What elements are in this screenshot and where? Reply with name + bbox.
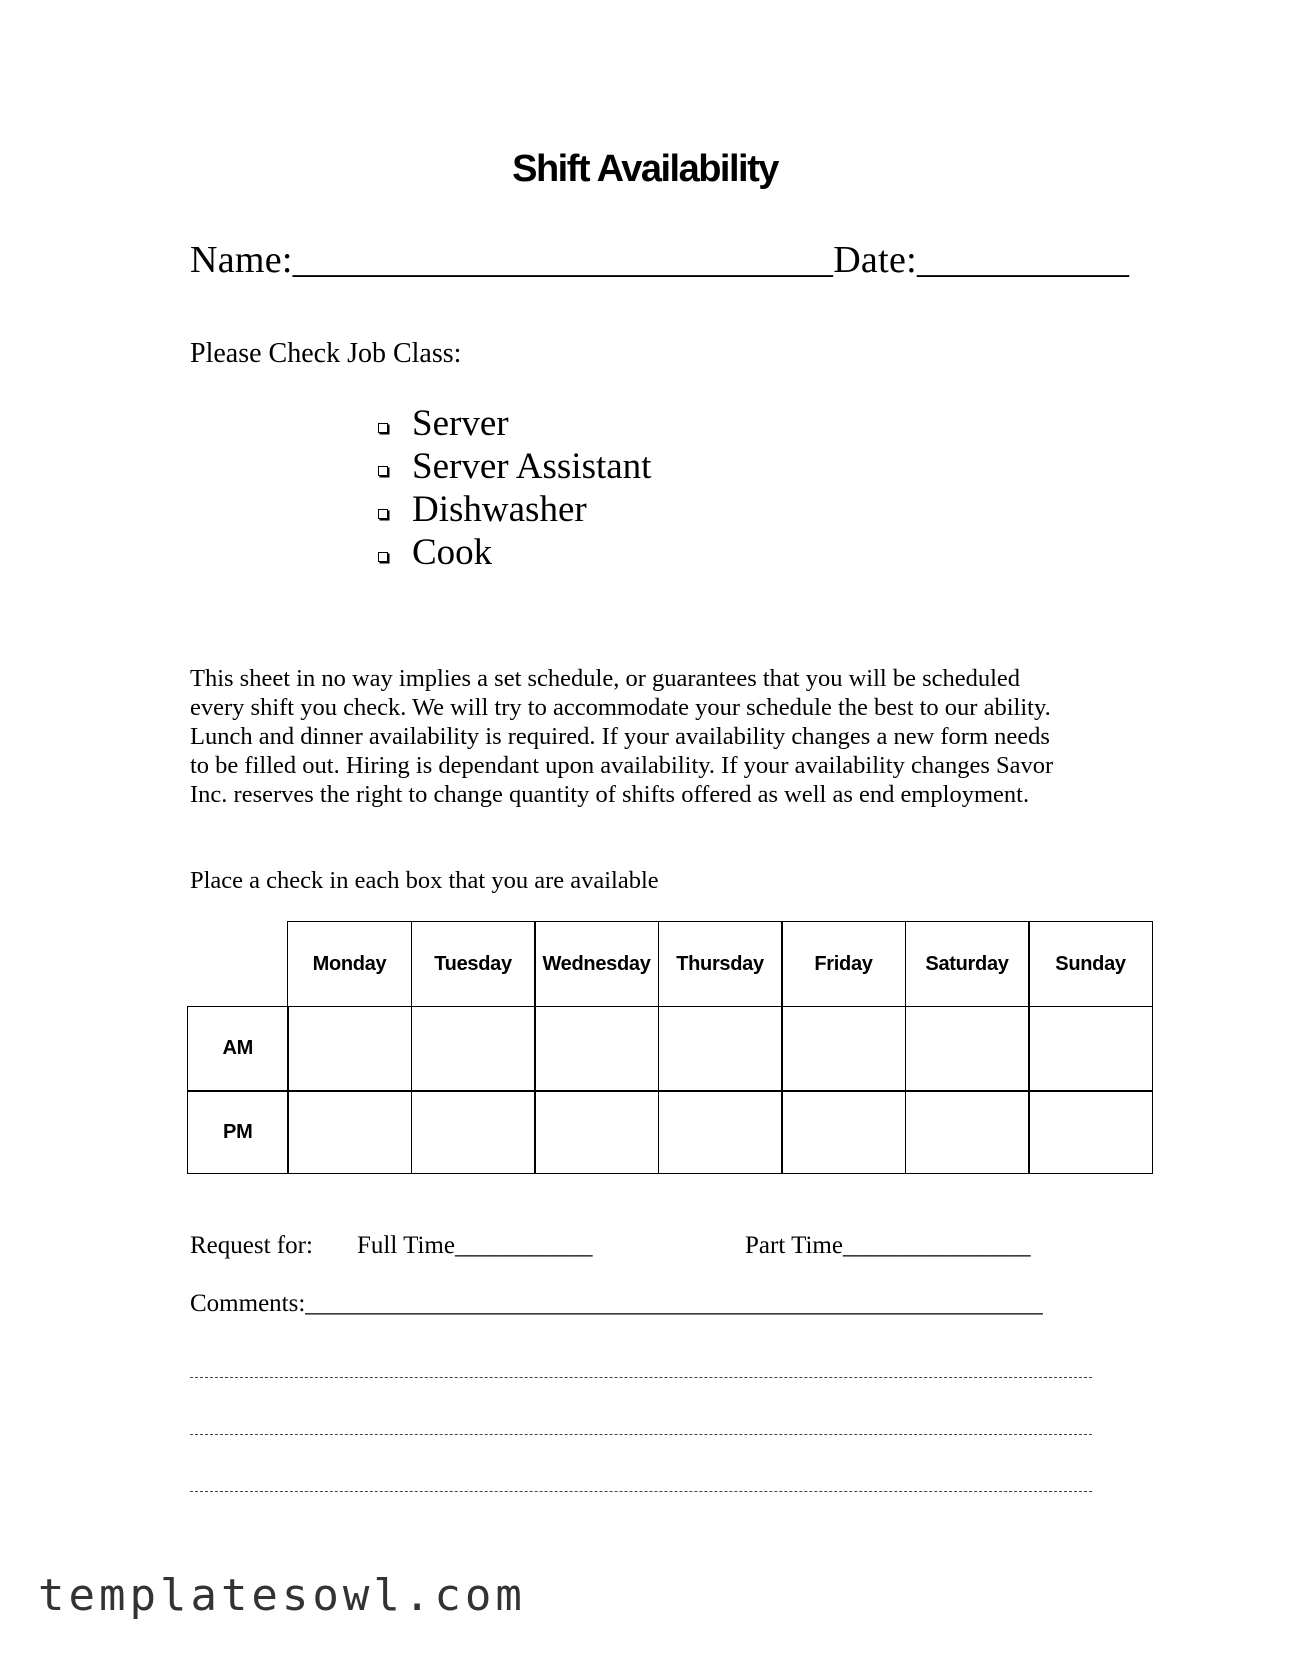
disclaimer-line: Lunch and dinner availability is required. If your availability changes a new form needs [190, 723, 1050, 750]
job-option-cook[interactable] [378, 531, 492, 574]
slot-friday-pm[interactable] [781, 1090, 906, 1174]
availability-table [187, 921, 1153, 1174]
page-title: Shift Availability [512, 148, 778, 190]
comment-line[interactable] [190, 1434, 1092, 1435]
slot-sunday-am[interactable] [1028, 1006, 1153, 1092]
disclaimer-line: Inc. reserves the right to change quantity of shifts offered as well as end employment. [190, 781, 1030, 808]
job-option-dishwasher[interactable] [378, 488, 587, 531]
comment-line[interactable] [190, 1377, 1092, 1378]
watermark-text: templatesowl.com [38, 1570, 526, 1621]
slot-thursday-am[interactable] [658, 1006, 783, 1092]
slot-thursday-pm[interactable] [658, 1090, 783, 1174]
checkbox-icon[interactable] [378, 423, 388, 433]
full-time-field[interactable]: Full Time___________ [357, 1232, 593, 1259]
job-option-server[interactable] [378, 402, 509, 445]
day-header-friday: Friday [781, 921, 906, 1007]
day-header-monday: Monday [287, 921, 412, 1007]
grid-instruction: Place a check in each box that you are available [190, 867, 659, 894]
day-header-sunday: Sunday [1028, 921, 1153, 1007]
checkbox-icon[interactable] [378, 466, 388, 476]
job-option-label: Dishwasher [412, 489, 587, 530]
day-header-thursday: Thursday [658, 921, 783, 1007]
job-option-label: Server [412, 403, 509, 444]
slot-saturday-am[interactable] [905, 1006, 1030, 1092]
slot-wednesday-pm[interactable] [534, 1090, 659, 1174]
slot-wednesday-am[interactable] [534, 1006, 659, 1092]
disclaimer-text [190, 664, 1110, 809]
job-option-label: Cook [412, 532, 493, 573]
slot-friday-am[interactable] [781, 1006, 906, 1092]
part-time-field[interactable]: Part Time_______________ [745, 1232, 1031, 1259]
job-option-label: Server Assistant [412, 446, 652, 487]
disclaimer-line: This sheet in no way implies a set schedule, or guarantees that you will be scheduled [190, 665, 1021, 692]
disclaimer-line: to be filled out. Hiring is dependant upon availability. If your availability changes Savor [190, 752, 1054, 779]
name-date-field[interactable]: Name:____________________________Date:___________ [190, 239, 1130, 281]
slot-tuesday-am[interactable] [411, 1006, 536, 1092]
day-header-saturday: Saturday [905, 921, 1030, 1007]
request-label: Request for: [190, 1232, 313, 1259]
day-header-wednesday: Wednesday [534, 921, 659, 1007]
slot-monday-am[interactable] [287, 1006, 412, 1092]
row-header-pm: PM [187, 1090, 289, 1174]
job-option-server-assistant[interactable] [378, 445, 651, 488]
job-class-prompt: Please Check Job Class: [190, 338, 462, 369]
checkbox-icon[interactable] [378, 552, 388, 562]
comment-line[interactable] [190, 1491, 1092, 1492]
disclaimer-line: every shift you check. We will try to accommodate your schedule the best to our ability. [190, 694, 1051, 721]
slot-tuesday-pm[interactable] [411, 1090, 536, 1174]
slot-sunday-pm[interactable] [1028, 1090, 1153, 1174]
slot-monday-pm[interactable] [287, 1090, 412, 1174]
slot-saturday-pm[interactable] [905, 1090, 1030, 1174]
day-header-tuesday: Tuesday [411, 921, 536, 1007]
comments-field[interactable]: Comments:___________________________________________________________ [190, 1290, 1043, 1317]
checkbox-icon[interactable] [378, 509, 388, 519]
row-header-am: AM [187, 1006, 289, 1092]
